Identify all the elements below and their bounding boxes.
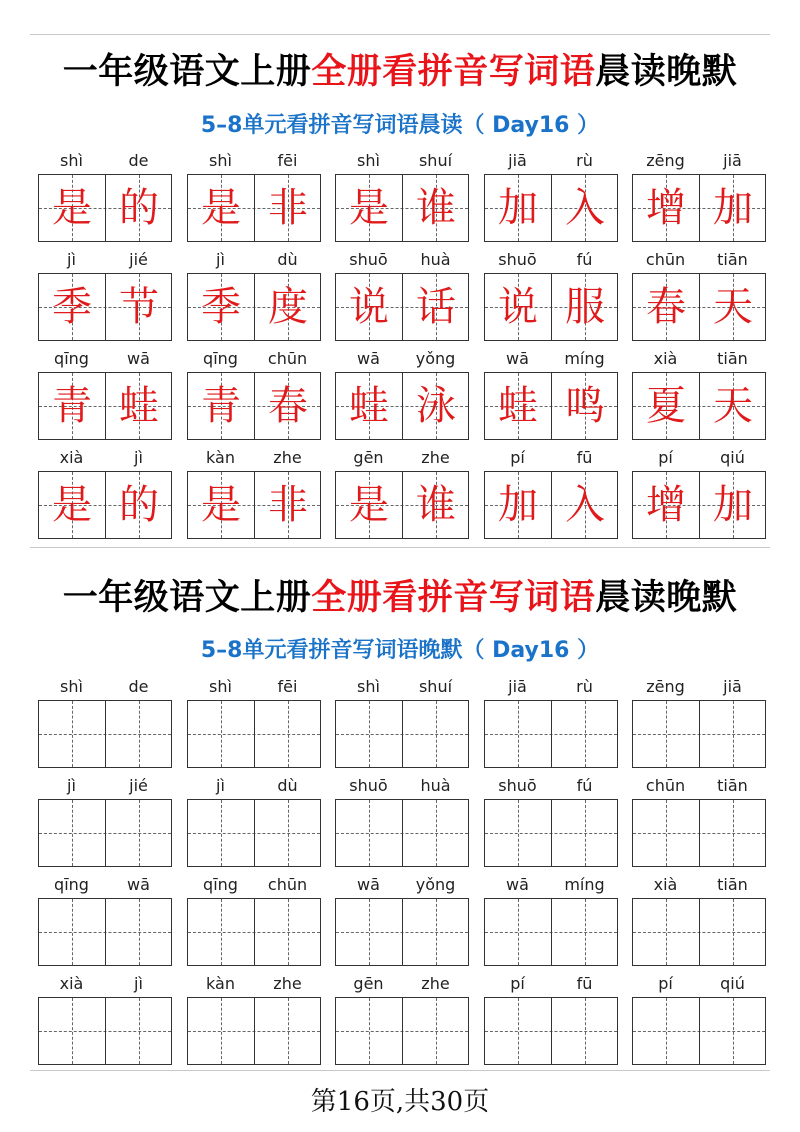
tianzige-box [632, 273, 766, 341]
box-divider [105, 899, 106, 965]
hanzi-character: 是 [349, 185, 389, 231]
guide-line [221, 800, 222, 866]
hanzi-character: 说 [498, 284, 538, 330]
box-divider [402, 800, 403, 866]
box-divider [699, 998, 700, 1064]
guide-line [139, 998, 140, 1064]
box-divider [699, 899, 700, 965]
hanzi-character: 青 [201, 383, 241, 429]
hanzi-character: 季 [52, 284, 92, 330]
word-cell [187, 775, 321, 873]
pinyin-label: shuí [418, 151, 453, 170]
guide-line [369, 998, 370, 1064]
pinyin-label: rù [576, 677, 593, 696]
hanzi-character: 服 [565, 284, 605, 330]
box-divider [402, 701, 403, 767]
word-cell [187, 348, 321, 446]
hanzi-character: 的 [119, 185, 159, 231]
pinyin-label: de [128, 151, 149, 170]
writing-box[interactable] [335, 799, 469, 867]
pinyin-label: huà [420, 776, 451, 795]
pinyin-label: qīng [203, 349, 238, 368]
writing-box[interactable] [484, 898, 618, 966]
tianzige-box [632, 174, 766, 242]
word-cell [335, 775, 469, 873]
pinyin-label: wā [357, 875, 380, 894]
middle-rule [30, 547, 770, 548]
writing-box[interactable] [187, 799, 321, 867]
tianzige-box [187, 471, 321, 539]
word-cell [335, 973, 469, 1071]
guide-line [72, 701, 73, 767]
pinyin-label: jì [134, 448, 143, 467]
pinyin-label: yǒng [415, 875, 456, 894]
word-cell [38, 676, 172, 774]
pinyin-label: jiā [508, 151, 527, 170]
pinyin-label: pí [658, 974, 673, 993]
pinyin-label: shuí [418, 677, 453, 696]
tianzige-box [335, 471, 469, 539]
guide-line [221, 899, 222, 965]
box-divider [551, 800, 552, 866]
word-row [38, 348, 766, 446]
pinyin-label: zhe [421, 974, 450, 993]
hanzi-character: 天 [713, 383, 753, 429]
word-cell [38, 150, 172, 248]
pinyin-label: wā [506, 349, 529, 368]
guide-line [139, 701, 140, 767]
hanzi-character: 蛙 [498, 383, 538, 429]
hanzi-character: 加 [498, 185, 538, 231]
title-part-1: 一年级语文上册 [62, 577, 312, 618]
pinyin-label: qiú [720, 974, 745, 993]
word-cell [484, 447, 618, 545]
guide-line [666, 701, 667, 767]
writing-box[interactable] [335, 700, 469, 768]
tianzige-box [38, 174, 172, 242]
pinyin-label: fū [576, 974, 593, 993]
guide-line [72, 800, 73, 866]
guide-line [436, 701, 437, 767]
guide-line [221, 998, 222, 1064]
word-cell [38, 775, 172, 873]
pinyin-label: dù [277, 250, 298, 269]
hanzi-character: 入 [565, 482, 605, 528]
word-cell [187, 249, 321, 347]
page-title [0, 576, 800, 620]
pinyin-label: wā [127, 349, 150, 368]
writing-box[interactable] [38, 997, 172, 1065]
guide-line [585, 701, 586, 767]
word-cell [484, 775, 618, 873]
pinyin-label: shì [357, 677, 380, 696]
box-divider [551, 998, 552, 1064]
hanzi-character: 谁 [416, 185, 456, 231]
guide-line [436, 998, 437, 1064]
pinyin-label: zēng [646, 151, 685, 170]
writing-box[interactable] [632, 700, 766, 768]
tianzige-box [632, 471, 766, 539]
pinyin-label: rù [576, 151, 593, 170]
pinyin-label: jiā [723, 151, 742, 170]
hanzi-character: 话 [416, 284, 456, 330]
word-cell [632, 150, 766, 248]
box-divider [254, 899, 255, 965]
pinyin-label: yǒng [415, 349, 456, 368]
tianzige-box [484, 273, 618, 341]
hanzi-character: 蛙 [119, 383, 159, 429]
hanzi-character: 天 [713, 284, 753, 330]
pinyin-label: fū [576, 448, 593, 467]
box-divider [254, 998, 255, 1064]
pinyin-label: wā [127, 875, 150, 894]
title-part-2: 晨读晚默 [595, 577, 738, 618]
pinyin-label: zhe [273, 974, 302, 993]
guide-line [288, 899, 289, 965]
pinyin-label: chūn [267, 875, 308, 894]
word-cell [335, 447, 469, 545]
word-cell [484, 348, 618, 446]
word-cell [632, 973, 766, 1071]
pinyin-label: shì [60, 151, 83, 170]
writing-box[interactable] [187, 898, 321, 966]
hanzi-character: 春 [268, 383, 308, 429]
guide-line [518, 701, 519, 767]
pinyin-label: dù [277, 776, 298, 795]
pinyin-label: shì [357, 151, 380, 170]
pinyin-label: wā [506, 875, 529, 894]
pinyin-label: míng [564, 349, 605, 368]
box-divider [699, 701, 700, 767]
guide-line [666, 800, 667, 866]
word-cell [38, 249, 172, 347]
word-cell [484, 874, 618, 972]
writing-box[interactable] [187, 700, 321, 768]
word-cell [38, 348, 172, 446]
pinyin-label: jiā [723, 677, 742, 696]
pinyin-label: jié [129, 776, 148, 795]
hanzi-character: 加 [498, 482, 538, 528]
pinyin-label: fú [576, 250, 593, 269]
pinyin-label: qiú [720, 448, 745, 467]
hanzi-character: 谁 [416, 482, 456, 528]
word-row [38, 973, 766, 1071]
hanzi-character: 说 [349, 284, 389, 330]
hanzi-character: 的 [119, 482, 159, 528]
box-divider [402, 899, 403, 965]
guide-line [733, 998, 734, 1064]
pinyin-label: chūn [267, 349, 308, 368]
tianzige-box [335, 273, 469, 341]
guide-line [139, 899, 140, 965]
pinyin-label: wā [357, 349, 380, 368]
title-part-red: 全册看拼音写词语 [311, 577, 596, 618]
guide-line [436, 800, 437, 866]
box-divider [105, 800, 106, 866]
word-cell [38, 973, 172, 1071]
word-cell [187, 973, 321, 1071]
writing-box[interactable] [335, 898, 469, 966]
pinyin-label: jì [67, 776, 76, 795]
pinyin-label: shì [209, 151, 232, 170]
word-cell [187, 676, 321, 774]
pinyin-label: fēi [277, 151, 298, 170]
tianzige-box [38, 273, 172, 341]
guide-line [733, 899, 734, 965]
writing-box[interactable] [632, 799, 766, 867]
pinyin-label: shì [60, 677, 83, 696]
hanzi-character: 加 [713, 482, 753, 528]
guide-line [733, 800, 734, 866]
hanzi-character: 是 [52, 482, 92, 528]
word-cell [38, 874, 172, 972]
pinyin-label: xià [59, 448, 84, 467]
guide-line [518, 998, 519, 1064]
guide-line [369, 701, 370, 767]
pinyin-label: pí [510, 974, 525, 993]
section-subtitle: 5–8单元看拼音写词语晨读（ Day16 ） [200, 113, 600, 138]
word-cell [335, 874, 469, 972]
word-cell [187, 150, 321, 248]
tianzige-box [484, 174, 618, 242]
writing-box[interactable] [38, 799, 172, 867]
hanzi-character: 入 [565, 185, 605, 231]
word-cell [632, 874, 766, 972]
box-divider [699, 800, 700, 866]
section-subtitle: 5–8单元看拼音写词语晚默（ Day16 ） [200, 638, 600, 663]
word-row [38, 775, 766, 873]
guide-line [518, 800, 519, 866]
word-cell [484, 973, 618, 1071]
pinyin-label: míng [564, 875, 605, 894]
pinyin-label: qīng [54, 875, 89, 894]
title-part-1: 一年级语文上册 [62, 51, 312, 92]
word-cell [632, 775, 766, 873]
pinyin-label: shuō [498, 776, 537, 795]
writing-box[interactable] [484, 700, 618, 768]
guide-line [585, 998, 586, 1064]
guide-line [139, 800, 140, 866]
hanzi-character: 增 [646, 482, 686, 528]
hanzi-character: 增 [646, 185, 686, 231]
word-cell [632, 447, 766, 545]
pinyin-label: qīng [203, 875, 238, 894]
pinyin-label: chūn [645, 776, 686, 795]
pinyin-label: gēn [353, 448, 384, 467]
box-divider [254, 701, 255, 767]
box-divider [105, 701, 106, 767]
word-cell [38, 447, 172, 545]
pinyin-label: shuō [349, 250, 388, 269]
writing-box[interactable] [38, 898, 172, 966]
pinyin-label: tiān [717, 250, 748, 269]
guide-line [369, 899, 370, 965]
writing-box[interactable] [335, 997, 469, 1065]
pinyin-label: shì [209, 677, 232, 696]
tianzige-box [335, 372, 469, 440]
box-divider [254, 800, 255, 866]
box-divider [402, 998, 403, 1064]
hanzi-character: 是 [201, 185, 241, 231]
hanzi-character: 季 [201, 284, 241, 330]
word-cell [335, 150, 469, 248]
pinyin-label: chūn [645, 250, 686, 269]
word-cell [632, 348, 766, 446]
hanzi-character: 是 [349, 482, 389, 528]
writing-box[interactable] [632, 997, 766, 1065]
pinyin-label: jì [216, 250, 225, 269]
guide-line [666, 899, 667, 965]
guide-line [288, 998, 289, 1064]
pinyin-label: gēn [353, 974, 384, 993]
pinyin-label: de [128, 677, 149, 696]
word-cell [484, 150, 618, 248]
tianzige-box [38, 471, 172, 539]
tianzige-box [632, 372, 766, 440]
word-row [38, 150, 766, 248]
word-row [38, 447, 766, 545]
word-cell [335, 249, 469, 347]
word-cell [484, 249, 618, 347]
guide-line [288, 800, 289, 866]
pinyin-label: zēng [646, 677, 685, 696]
pinyin-label: xià [653, 875, 678, 894]
pinyin-label: shuō [498, 250, 537, 269]
hanzi-character: 蛙 [349, 383, 389, 429]
title-part-red: 全册看拼音写词语 [311, 51, 596, 92]
hanzi-character: 是 [201, 482, 241, 528]
box-divider [105, 998, 106, 1064]
pinyin-label: jì [216, 776, 225, 795]
hanzi-character: 节 [119, 284, 159, 330]
pinyin-label: jiā [508, 677, 527, 696]
pinyin-label: huà [420, 250, 451, 269]
tianzige-box [187, 372, 321, 440]
top-rule [30, 34, 770, 35]
hanzi-character: 春 [646, 284, 686, 330]
pinyin-label: kàn [206, 448, 235, 467]
pinyin-label: xià [653, 349, 678, 368]
hanzi-character: 鸣 [565, 383, 605, 429]
pinyin-label: qīng [54, 349, 89, 368]
writing-box[interactable] [632, 898, 766, 966]
tianzige-box [484, 471, 618, 539]
guide-line [72, 899, 73, 965]
hanzi-character: 是 [52, 185, 92, 231]
pinyin-label: jié [129, 250, 148, 269]
writing-box[interactable] [484, 997, 618, 1065]
pinyin-label: tiān [717, 349, 748, 368]
word-cell [187, 447, 321, 545]
tianzige-box [38, 372, 172, 440]
hanzi-character: 夏 [646, 383, 686, 429]
writing-box[interactable] [187, 997, 321, 1065]
title-part-2: 晨读晚默 [595, 51, 738, 92]
word-row [38, 676, 766, 774]
guide-line [436, 899, 437, 965]
hanzi-character: 度 [268, 284, 308, 330]
page-title [0, 50, 800, 94]
tianzige-box [187, 174, 321, 242]
page-number: 第16页,共30页 [310, 1087, 490, 1117]
word-cell [335, 348, 469, 446]
guide-line [666, 998, 667, 1064]
writing-box[interactable] [38, 700, 172, 768]
pinyin-label: jì [134, 974, 143, 993]
pinyin-label: fēi [277, 677, 298, 696]
pinyin-label: shuō [349, 776, 388, 795]
word-row [38, 874, 766, 972]
tianzige-box [335, 174, 469, 242]
guide-line [733, 701, 734, 767]
pinyin-label: tiān [717, 875, 748, 894]
box-divider [551, 701, 552, 767]
word-cell [187, 874, 321, 972]
word-cell [632, 676, 766, 774]
pinyin-label: zhe [421, 448, 450, 467]
guide-line [288, 701, 289, 767]
pinyin-label: pí [658, 448, 673, 467]
word-row [38, 249, 766, 347]
hanzi-character: 非 [268, 482, 308, 528]
box-divider [551, 899, 552, 965]
hanzi-character: 青 [52, 383, 92, 429]
hanzi-character: 泳 [416, 383, 456, 429]
guide-line [221, 701, 222, 767]
guide-line [585, 899, 586, 965]
guide-line [72, 998, 73, 1064]
writing-box[interactable] [484, 799, 618, 867]
tianzige-box [187, 273, 321, 341]
guide-line [585, 800, 586, 866]
hanzi-character: 加 [713, 185, 753, 231]
pinyin-label: xià [59, 974, 84, 993]
pinyin-label: pí [510, 448, 525, 467]
pinyin-label: kàn [206, 974, 235, 993]
word-cell [632, 249, 766, 347]
pinyin-label: fú [576, 776, 593, 795]
guide-line [369, 800, 370, 866]
word-cell [335, 676, 469, 774]
guide-line [518, 899, 519, 965]
hanzi-character: 非 [268, 185, 308, 231]
pinyin-label: tiān [717, 776, 748, 795]
tianzige-box [484, 372, 618, 440]
pinyin-label: zhe [273, 448, 302, 467]
pinyin-label: jì [67, 250, 76, 269]
word-cell [484, 676, 618, 774]
